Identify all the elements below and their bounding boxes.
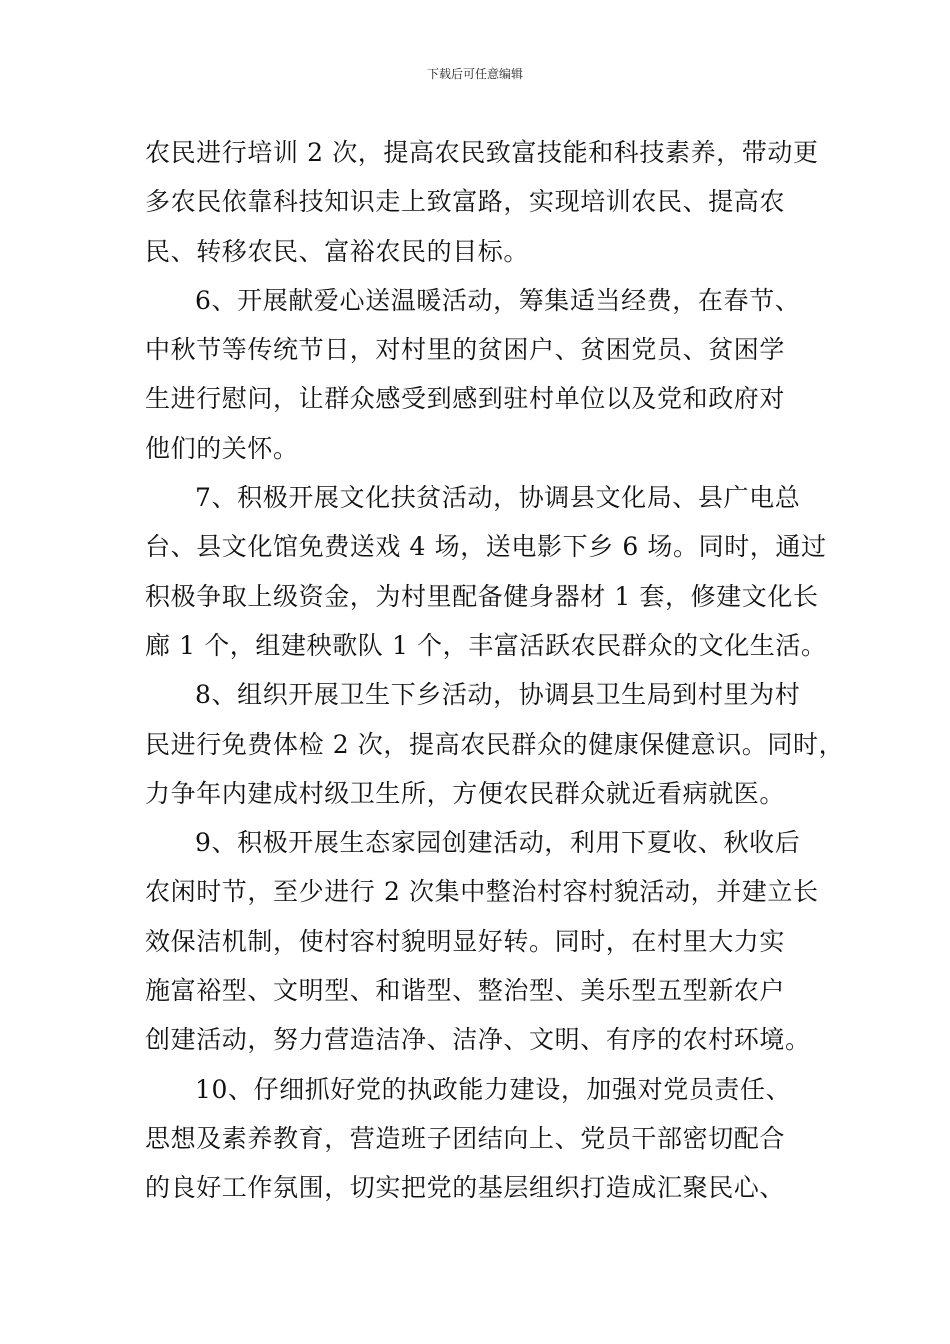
text-line: 民、转移农民、富裕农民的目标。	[145, 236, 530, 266]
text-line: 的良好工作氛围，切实把党的基层组织打造成汇聚民心、	[145, 1173, 786, 1203]
text-line: 生进行慰问，让群众感受到感到驻村单位以及党和政府对	[145, 384, 786, 414]
page-header: 下载后可任意编辑	[426, 67, 523, 81]
text-line: 台、县文化馆免费送戏 4 场，送电影下乡 6 场。同时，通过	[145, 532, 827, 562]
text-line: 廊 1 个，组建秧歌队 1 个，丰富活跃农民群众的文化生活。	[145, 630, 827, 660]
paragraph-10-start: 10、仔细抓好党的执政能力建设，加强对党员责任、	[195, 1074, 792, 1104]
text-line: 农闲时节，至少进行 2 次集中整治村容村貌活动，并建立长	[145, 877, 819, 907]
paragraph-6-start: 6、开展献爱心送温暖活动，筹集适当经费，在春节、	[195, 285, 801, 315]
paragraph-7-start: 7、积极开展文化扶贫活动，协调县文化局、县广电总	[195, 483, 801, 513]
text-line: 创建活动，努力营造洁净、洁净、文明、有序的农村环境。	[145, 1025, 811, 1055]
document-body	[145, 128, 845, 1213]
text-line: 他们的关怀。	[145, 433, 299, 463]
text-line: 效保洁机制，使村容村貌明显好转。同时，在村里大力实	[145, 926, 786, 956]
text-line: 多农民依靠科技知识走上致富路，实现培训农民、提高农	[145, 187, 786, 217]
text-line: 民进行免费体检 2 次，提高农民群众的健康保健意识。同时，	[145, 729, 845, 759]
text-line: 农民进行培训 2 次，提高农民致富技能和科技素养，带动更	[145, 138, 819, 167]
text-line: 思想及素养教育，营造班子团结向上、党员干部密切配合	[145, 1123, 786, 1153]
text-line: 施富裕型、文明型、和谐型、整治型、美乐型五型新农户	[145, 976, 786, 1006]
text-line: 积极争取上级资金，为村里配备健身器材 1 套，修建文化长	[145, 581, 819, 611]
paragraph-8-start: 8、组织开展卫生下乡活动，协调县卫生局到村里为村	[195, 680, 801, 710]
paragraph-9-start: 9、积极开展生态家园创建活动，利用下夏收、秋收后	[195, 828, 801, 858]
text-line: 中秋节等传统节日，对村里的贫困户、贫困党员、贫困学	[145, 335, 786, 365]
text-line: 力争年内建成村级卫生所，方便农民群众就近看病就医。	[145, 778, 786, 808]
